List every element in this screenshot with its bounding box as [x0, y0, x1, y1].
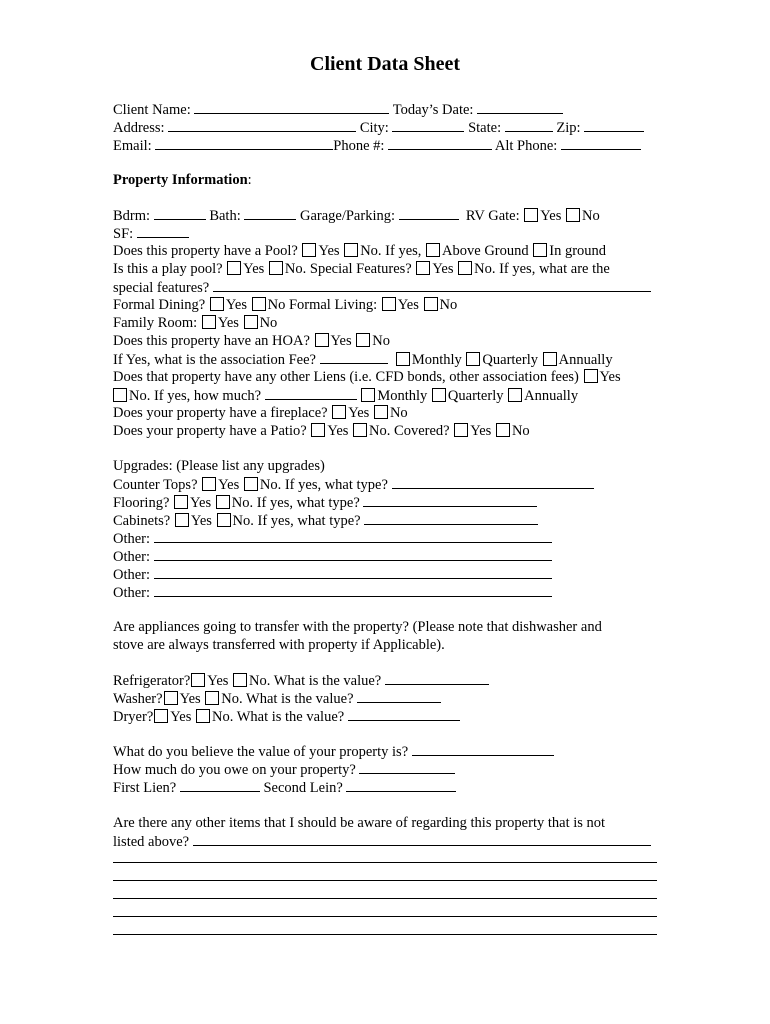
liens-no-checkbox[interactable]	[113, 388, 127, 402]
refrigerator-yes-label: Yes	[207, 673, 229, 689]
hoa-yes-label: Yes	[330, 333, 352, 349]
dryer-row	[113, 707, 460, 726]
play-pool-no-checkbox[interactable]	[269, 261, 283, 275]
flooring-yes-label: Yes	[190, 495, 212, 511]
other-row	[113, 529, 552, 548]
other-items-extra-line[interactable]	[113, 880, 657, 881]
bdrm-field[interactable]	[154, 206, 206, 220]
other-label: Other:	[113, 549, 151, 565]
play-pool-question: Is this a play pool?	[113, 261, 223, 277]
zip-label: Zip:	[556, 120, 581, 136]
owe-label: How much do you owe on your property?	[113, 762, 356, 778]
special-features-yes-label: Yes	[432, 261, 454, 277]
other-items-field[interactable]	[193, 832, 651, 846]
liens-amount-row	[113, 386, 578, 405]
hoa-no-checkbox[interactable]	[356, 333, 370, 347]
zip-field[interactable]	[584, 118, 644, 132]
hoa-no-label: No	[372, 333, 390, 349]
special-features-field[interactable]	[213, 278, 651, 292]
pool-yes-checkbox[interactable]	[302, 243, 316, 257]
other-items-extra-line[interactable]	[113, 916, 657, 917]
rv-gate-label: RV Gate:	[465, 208, 520, 224]
liens-yes-label: Yes	[599, 369, 621, 385]
patio-yes-label: Yes	[327, 423, 349, 439]
play-pool-row	[113, 260, 610, 278]
todays-date-field[interactable]	[477, 100, 563, 114]
second-lien-label: Second Lein?	[263, 780, 343, 796]
dryer-no-label: No. What is the value?	[212, 709, 345, 725]
flooring-row	[113, 493, 537, 512]
counter-tops-no-checkbox[interactable]	[244, 477, 258, 491]
pool-row	[113, 242, 606, 260]
play-pool-no-special-label: No. Special Features?	[284, 261, 412, 277]
special-features-no-label: No. If yes, what are the	[474, 261, 610, 277]
covered-no-checkbox[interactable]	[496, 423, 510, 437]
hoa-row	[113, 332, 390, 350]
formal-living-yes-checkbox[interactable]	[382, 297, 396, 311]
flooring-no-checkbox[interactable]	[216, 495, 230, 509]
refrigerator-row	[113, 671, 489, 690]
pool-question: Does this property have a Pool?	[113, 243, 298, 259]
counter-tops-no-label: No. If yes, what type?	[259, 477, 388, 493]
family-room-yes-label: Yes	[217, 315, 239, 331]
cabinets-label: Cabinets?	[113, 513, 171, 529]
fireplace-yes-label: Yes	[348, 405, 370, 421]
other-label: Other:	[113, 567, 151, 583]
property-info-heading-row	[113, 171, 252, 189]
counter-tops-type-field[interactable]	[392, 475, 594, 489]
family-room-no-label: No	[259, 315, 278, 331]
other-items-extra-line[interactable]	[113, 862, 657, 863]
dryer-yes-label: Yes	[170, 709, 192, 725]
washer-yes-label: Yes	[179, 691, 201, 707]
fee-annually-label: Annually	[558, 352, 613, 368]
fireplace-yes-checkbox[interactable]	[332, 405, 346, 419]
covered-yes-checkbox[interactable]	[454, 423, 468, 437]
flooring-yes-checkbox[interactable]	[174, 495, 188, 509]
other-items-row	[113, 832, 651, 851]
sf-label: SF:	[113, 226, 134, 242]
bdrm-label: Bdrm:	[113, 208, 151, 224]
no-formal-living-label: No Formal Living:	[267, 297, 378, 313]
patio-yes-checkbox[interactable]	[311, 423, 325, 437]
formal-living-yes-label: Yes	[397, 297, 419, 313]
hoa-yes-checkbox[interactable]	[315, 333, 329, 347]
fee-monthly-checkbox[interactable]	[396, 352, 410, 366]
in-ground-label: In ground	[549, 243, 607, 259]
garage-field[interactable]	[399, 206, 459, 220]
believe-value-label: What do you believe the value of your property is?	[113, 744, 409, 760]
other-items-extra-line[interactable]	[113, 898, 657, 899]
owe-field[interactable]	[359, 760, 455, 774]
covered-no-label: No	[511, 423, 530, 439]
refrigerator-value-field[interactable]	[385, 671, 489, 685]
alt-phone-label: Alt Phone:	[494, 138, 558, 154]
liens-question: Does that property have any other Liens (i.e. CFD bonds, other association fees)	[113, 369, 579, 385]
state-label: State:	[468, 120, 502, 136]
patio-row	[113, 422, 530, 440]
address-row	[113, 118, 644, 137]
washer-row	[113, 689, 441, 708]
special-features-yes-checkbox[interactable]	[416, 261, 430, 275]
patio-no-covered-label: No. Covered?	[369, 423, 450, 439]
special-features-label: special features?	[113, 280, 210, 296]
cabinets-yes-label: Yes	[190, 513, 212, 529]
formal-dining-label: Formal Dining?	[113, 297, 206, 313]
fee-monthly-label: Monthly	[411, 352, 462, 368]
bath-label: Bath:	[209, 208, 241, 224]
refrigerator-label: Refrigerator?	[113, 673, 191, 689]
other-field[interactable]	[154, 565, 552, 579]
washer-no-label: No. What is the value?	[221, 691, 354, 707]
address-label: Address:	[113, 120, 165, 136]
other-row	[113, 583, 552, 602]
address-field[interactable]	[168, 118, 356, 132]
refrigerator-yes-checkbox[interactable]	[191, 673, 205, 687]
liens-monthly-label: Monthly	[377, 388, 428, 404]
flooring-label: Flooring?	[113, 495, 170, 511]
sf-row	[113, 224, 189, 243]
property-info-heading: Property Information	[113, 172, 248, 188]
association-fee-label: If Yes, what is the association Fee?	[113, 352, 316, 368]
liens-amounts-row	[113, 778, 456, 797]
rv-gate-yes-label: Yes	[540, 208, 562, 224]
other-row	[113, 565, 552, 584]
other-label: Other:	[113, 531, 151, 547]
fee-quarterly-label: Quarterly	[482, 352, 538, 368]
liens-annually-label: Annually	[524, 388, 579, 404]
cabinets-no-label: No. If yes, what type?	[232, 513, 361, 529]
fireplace-question: Does your property have a fireplace?	[113, 405, 328, 421]
family-room-label: Family Room:	[113, 315, 198, 331]
fireplace-no-checkbox[interactable]	[374, 405, 388, 419]
email-label: Email:	[113, 138, 152, 154]
phone-label: Phone #:	[333, 138, 385, 154]
above-ground-checkbox[interactable]	[426, 243, 440, 257]
association-fee-row	[113, 350, 613, 369]
sf-field[interactable]	[137, 224, 189, 238]
todays-date-label: Today’s Date:	[392, 102, 474, 118]
dryer-no-checkbox[interactable]	[196, 709, 210, 723]
formal-living-no-label: No	[439, 297, 458, 313]
fee-annually-checkbox[interactable]	[543, 352, 557, 366]
email-field[interactable]	[155, 136, 333, 150]
upgrades-heading: Upgrades: (Please list any upgrades)	[113, 458, 325, 474]
appliances-question-line2: stove are always transferred with property if Applicable).	[113, 637, 445, 653]
pool-yes-label: Yes	[318, 243, 340, 259]
client-name-label: Client Name:	[113, 102, 191, 118]
garage-label: Garage/Parking:	[299, 208, 396, 224]
client-name-field[interactable]	[194, 100, 389, 114]
pool-no-checkbox[interactable]	[344, 243, 358, 257]
liens-yes-checkbox[interactable]	[584, 369, 598, 383]
believe-value-row	[113, 742, 554, 761]
email-row	[113, 136, 641, 155]
form-title: Client Data Sheet	[310, 53, 460, 75]
cabinets-type-field[interactable]	[364, 511, 538, 525]
client-name-row	[113, 100, 563, 119]
other-label: Other:	[113, 585, 151, 601]
washer-value-field[interactable]	[357, 689, 441, 703]
phone-field[interactable]	[388, 136, 492, 150]
liens-annually-checkbox[interactable]	[508, 388, 522, 402]
liens-no-how-much-label: No. If yes, how much?	[129, 388, 262, 404]
other-items-line2: listed above?	[113, 834, 190, 850]
patio-question: Does your property have a Patio?	[113, 423, 307, 439]
liens-quarterly-label: Quarterly	[447, 388, 504, 404]
other-row	[113, 547, 552, 566]
other-field[interactable]	[154, 529, 552, 543]
above-ground-label: Above Ground	[442, 243, 529, 259]
family-room-yes-checkbox[interactable]	[202, 315, 216, 329]
formal-dining-row	[113, 296, 457, 314]
family-room-row	[113, 314, 277, 332]
rv-gate-yes-checkbox[interactable]	[524, 208, 538, 222]
counter-tops-label: Counter Tops?	[113, 477, 198, 493]
special-features-row	[113, 278, 651, 297]
cabinets-yes-checkbox[interactable]	[175, 513, 189, 527]
in-ground-checkbox[interactable]	[533, 243, 547, 257]
family-room-no-checkbox[interactable]	[244, 315, 258, 329]
upgrades-heading-row	[113, 457, 325, 475]
dryer-label: Dryer?	[113, 709, 154, 725]
refrigerator-no-label: No. What is the value?	[249, 673, 382, 689]
formal-living-no-checkbox[interactable]	[424, 297, 438, 311]
state-field[interactable]	[505, 118, 553, 132]
city-field[interactable]	[392, 118, 464, 132]
flooring-no-label: No. If yes, what type?	[231, 495, 360, 511]
owe-row	[113, 760, 455, 779]
washer-no-checkbox[interactable]	[205, 691, 219, 705]
rv-gate-no-label: No	[582, 208, 600, 224]
counter-tops-yes-checkbox[interactable]	[202, 477, 216, 491]
liens-row	[113, 368, 621, 386]
dryer-value-field[interactable]	[348, 707, 460, 721]
rooms-row	[113, 206, 600, 225]
liens-quarterly-checkbox[interactable]	[432, 388, 446, 402]
liens-monthly-checkbox[interactable]	[361, 388, 375, 402]
association-fee-field[interactable]	[320, 350, 388, 364]
second-lien-field[interactable]	[346, 778, 456, 792]
washer-label: Washer?	[113, 691, 163, 707]
other-field[interactable]	[154, 547, 552, 561]
play-pool-yes-checkbox[interactable]	[227, 261, 241, 275]
patio-no-checkbox[interactable]	[353, 423, 367, 437]
bath-field[interactable]	[244, 206, 296, 220]
believe-value-field[interactable]	[412, 742, 554, 756]
play-pool-yes-label: Yes	[243, 261, 265, 277]
counter-tops-yes-label: Yes	[218, 477, 240, 493]
alt-phone-field[interactable]	[561, 136, 641, 150]
flooring-type-field[interactable]	[363, 493, 537, 507]
fireplace-row	[113, 404, 408, 422]
cabinets-row	[113, 511, 538, 530]
property-info-colon: :	[247, 172, 252, 188]
formal-dining-yes-label: Yes	[225, 297, 247, 313]
other-field[interactable]	[154, 583, 552, 597]
dryer-yes-checkbox[interactable]	[154, 709, 168, 723]
appliances-question-line1: Are appliances going to transfer with the property? (Please note that dishwasher and	[113, 619, 602, 635]
other-items-line1: Are there any other items that I should be aware of regarding this property that is not	[113, 815, 606, 831]
city-label: City:	[359, 120, 389, 136]
counter-tops-row	[113, 475, 594, 494]
formal-dining-yes-checkbox[interactable]	[210, 297, 224, 311]
covered-yes-label: Yes	[470, 423, 492, 439]
other-items-extra-line[interactable]	[113, 934, 657, 935]
hoa-question: Does this property have an HOA?	[113, 333, 310, 349]
first-lien-field[interactable]	[180, 778, 260, 792]
first-lien-label: First Lien?	[113, 780, 177, 796]
fireplace-no-label: No	[389, 405, 408, 421]
fee-quarterly-checkbox[interactable]	[466, 352, 480, 366]
washer-yes-checkbox[interactable]	[164, 691, 178, 705]
formal-dining-no-checkbox[interactable]	[252, 297, 266, 311]
refrigerator-no-checkbox[interactable]	[233, 673, 247, 687]
rv-gate-no-checkbox[interactable]	[566, 208, 580, 222]
pool-no-if-yes-label: No. If yes,	[360, 243, 422, 259]
cabinets-no-checkbox[interactable]	[217, 513, 231, 527]
special-features-no-checkbox[interactable]	[458, 261, 472, 275]
liens-amount-field[interactable]	[265, 386, 357, 400]
